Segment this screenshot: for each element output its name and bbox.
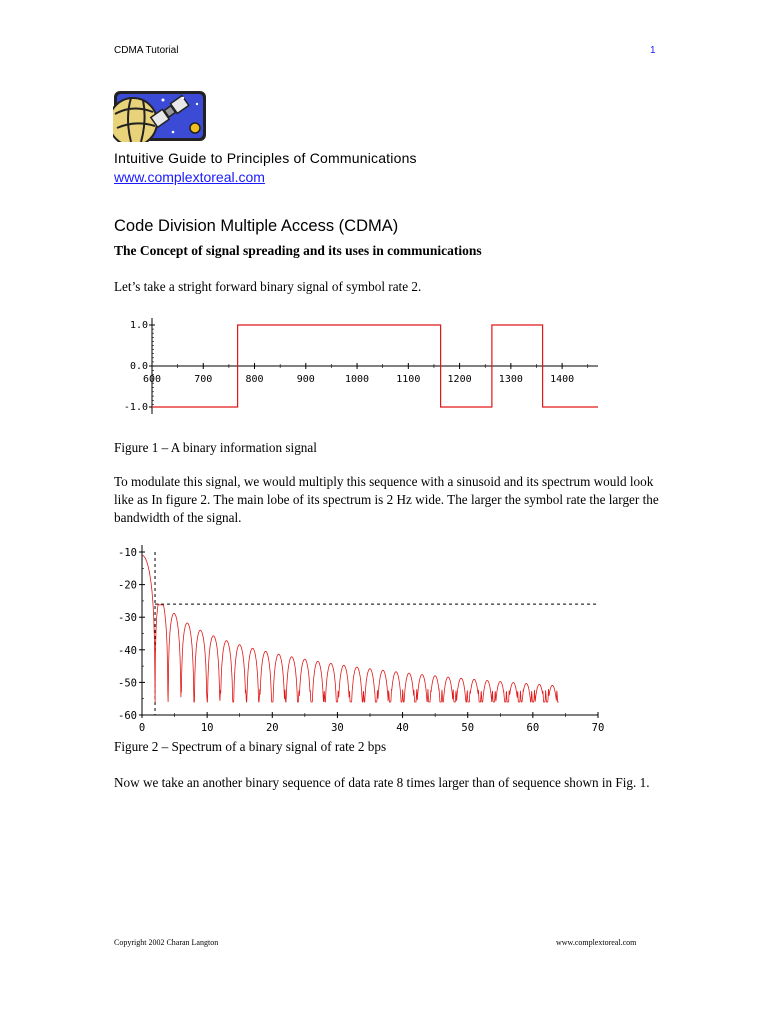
x-tick-label: 700 [194,374,213,385]
x-tick-label: 70 [591,722,605,734]
x-tick-label: 800 [245,374,264,385]
figure-1-caption: Figure 1 – A binary information signal [114,440,317,455]
page-number: 1 [650,45,656,56]
paragraph-2: To modulate this signal, we would multiply this sequence with a sinusoid and its spectrum would look like as In figure 2. The main lobe of its spectrum is 2 Hz wide. The larger the symbol rate the larger the bandwidth of the signal. [114,474,659,525]
x-tick-label: 1000 [345,374,370,385]
y-tick-label: -1.0 [123,402,148,413]
x-tick-label: 1400 [550,374,575,385]
site-url-link[interactable]: www.complextoreal.com [114,169,265,185]
satellite-globe-logo [113,90,207,142]
paragraph-3: Now we take an another binary sequence of data rate 8 times larger than of sequence shown in Fig. 1. [114,775,650,790]
x-tick-label: 1100 [396,374,421,385]
y-tick-label: -20 [118,579,137,592]
x-tick-label: 1300 [498,374,523,385]
section-heading: Code Division Multiple Access (CDMA) [114,217,399,235]
spectrum-trace [142,555,559,702]
x-tick-label: 30 [331,722,344,734]
x-tick-label: 1200 [447,374,472,385]
x-tick-label: 60 [526,722,540,734]
x-tick-label: 10 [200,722,214,734]
y-tick-label: -50 [118,677,137,690]
y-tick-label: -60 [118,710,137,722]
x-tick-label: 900 [296,374,315,385]
x-tick-label: 50 [461,722,475,734]
section-subheading: The Concept of signal spreading and its uses in communications [114,243,482,258]
y-tick-label: 1.0 [129,320,148,331]
site-title: Intuitive Guide to Principles of Communications [114,150,417,166]
y-tick-label: -10 [118,547,137,559]
x-tick-label: 600 [142,374,162,385]
footer-url: www.complextoreal.com [556,938,637,947]
y-tick-label: -30 [118,612,137,625]
y-tick-label: -40 [118,644,137,657]
footer-copyright: Copyright 2002 Charan Langton [114,938,219,947]
x-tick-label: 40 [396,722,409,734]
x-tick-label: 0 [138,722,146,734]
y-tick-label: 0.0 [129,361,148,372]
figure-1-binary-signal [108,310,608,420]
figure-2-caption: Figure 2 – Spectrum of a binary signal of rate 2 bps [114,739,387,754]
paragraph-1: Let’s take a stright forward binary signal of symbol rate 2. [114,279,422,294]
x-tick-label: 20 [265,722,279,734]
running-header: CDMA Tutorial [114,45,179,56]
figure-2-spectrum [108,540,608,740]
